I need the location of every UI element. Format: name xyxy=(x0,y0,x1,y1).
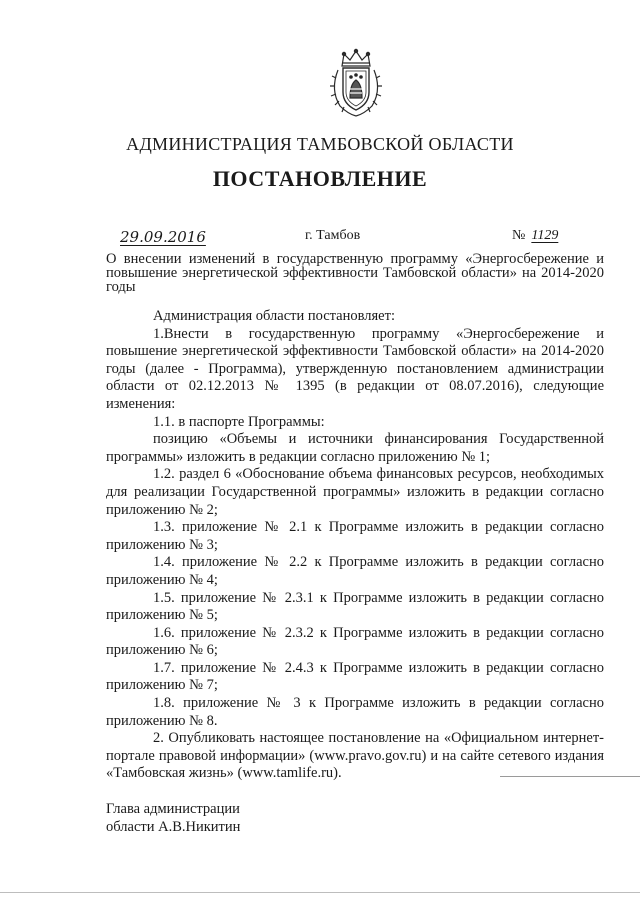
body-paragraph: Администрация области постановляет: xyxy=(153,308,395,324)
body-paragraph: 1.4. приложение № 2.2 к Программе изложить в редакции согласно приложению № 4; xyxy=(106,554,604,588)
body-paragraph: 1.Внести в государственную программу «Энергосбережение и повышение энергетической эффективности Тамбовской области» на 2014-2020 годы (далее - Программа), утвержденную постановлением администрации области от 02.12.2013 № 1395 (в редакции от 08.07.2016), следующие изменения: xyxy=(106,325,604,412)
number-prefix: № xyxy=(512,228,526,243)
body-paragraph: 1.1. в паспорте Программы: xyxy=(153,413,325,430)
body-paragraph: позицию «Объемы и источники финансирования Государственной программы» изложить в редакции согласно приложению № 1; xyxy=(106,431,604,465)
organization-title: АДМИНИСТРАЦИЯ ТАМБОВСКОЙ ОБЛАСТИ xyxy=(126,134,514,154)
body-paragraph: 2. Опубликовать настоящее постановление на «Официальном интернет- портале правовой информации» (www.pravo.gov.ru) и на сайте сетевого издания «Тамбовская жизнь» (www.tamlife.ru). xyxy=(106,730,604,782)
body-paragraph: 1.2. раздел 6 «Обоснование объема финансовых ресурсов, необходимых для реализации Государственной программы» изложить в редакции согласно приложению № 2; xyxy=(106,466,604,518)
body-paragraph: 1.5. приложение № 2.3.1 к Программе изложить в редакции согласно приложению № 5; xyxy=(106,589,604,624)
body-paragraph: 1.8. приложение № 3 к Программе изложить в редакции согласно приложению № 8. xyxy=(106,695,604,729)
document-body xyxy=(106,308,604,783)
signature-block xyxy=(106,800,240,836)
number-value: 1129 xyxy=(531,228,559,243)
document-type-title: ПОСТАНОВЛЕНИЕ xyxy=(212,166,428,191)
document-date: 29.09.2016 xyxy=(120,228,206,246)
coat-of-arms-icon xyxy=(328,48,384,118)
signature-position: Глава администрации xyxy=(106,801,240,817)
body-paragraph: 1.6. приложение № 2.3.2 к Программе изложить в редакции согласно приложению № 6; xyxy=(106,624,604,659)
scan-artifact-line xyxy=(0,892,640,893)
document-city: г. Тамбов xyxy=(305,228,361,243)
body-paragraph: 1.7. приложение № 2.4.3 к Программе изложить в редакции согласно приложению № 7; xyxy=(106,659,604,694)
signature-name: области А.В.Никитин xyxy=(106,819,241,835)
document-subject: О внесении изменений в государственную программу «Энергосбережение и повышение энергетической эффективности Тамбовской области» на 2014-2020 годы xyxy=(106,251,604,295)
body-paragraph: 1.3. приложение № 2.1 к Программе изложить в редакции согласно приложению № 3; xyxy=(106,519,604,553)
scan-artifact-line xyxy=(500,776,640,777)
document-number xyxy=(512,228,558,244)
